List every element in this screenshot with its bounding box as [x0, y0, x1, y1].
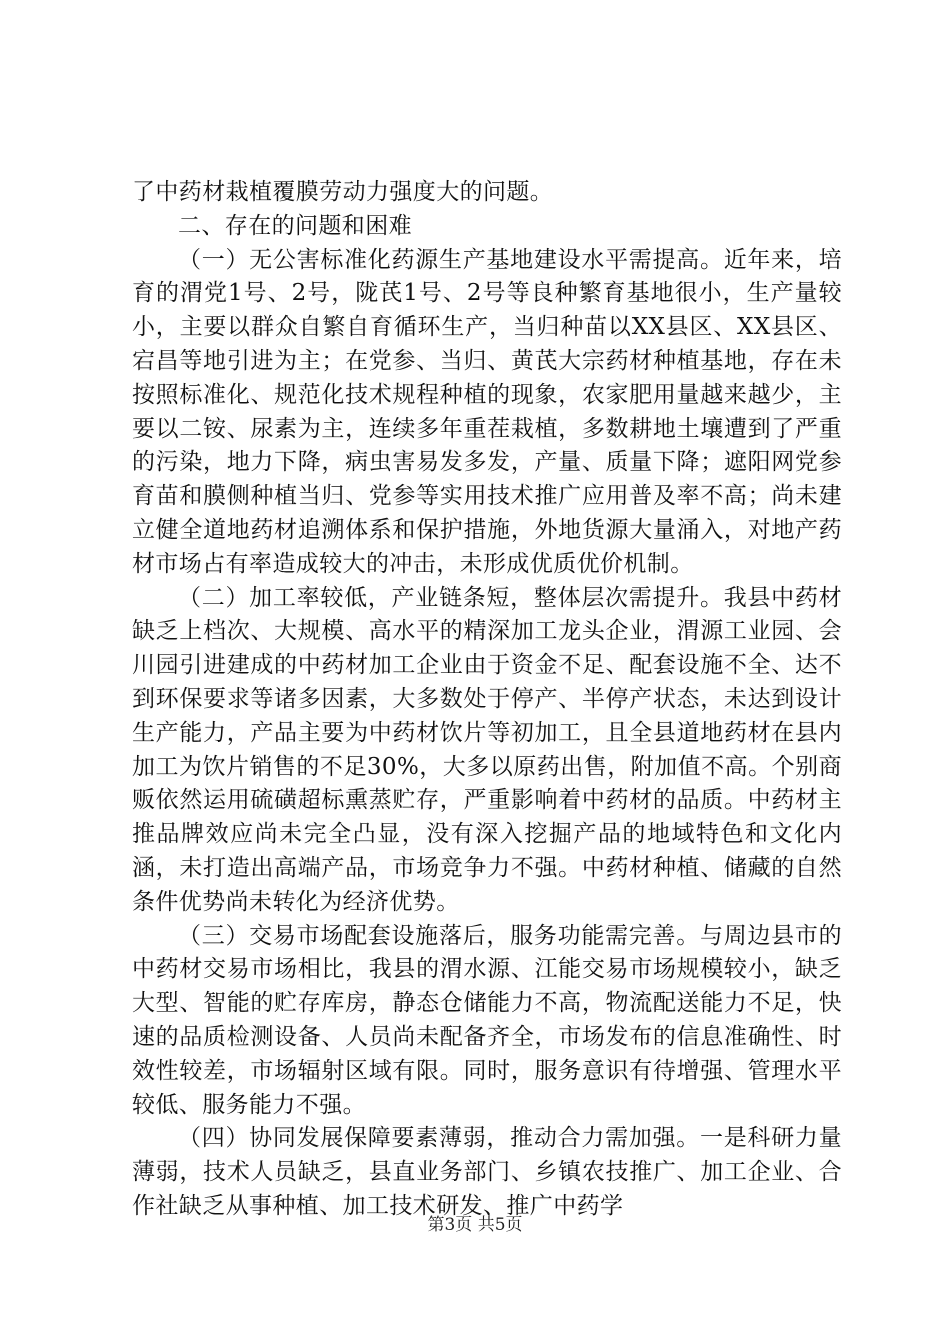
paragraph-issue-2: （二）加工率较低，产业链条短，整体层次需提升。我县中药材缺乏上档次、大规模、高水平的精深加工龙头企业，渭源工业园、会川园引进建成的中药材加工企业由于资金不足、配套设施不全、达不到环保要求等诸多因素，大多数处于停产、半停产状态，未达到设计生产能力，产品主要为中药材饮片等初加工，且全县道地药材在县内加工为饮片销售的不足30%，大多以原药出售，附加值不高。个别商贩依然运用硫磺超标熏蒸贮存，严重影响着中药材的品质。中药材主推品牌效应尚未完全凸显，没有深入挖掘产品的地域特色和文化内涵，未打造出高端产品，市场竞争力不强。中药材种植、储藏的自然条件优势尚未转化为经济优势。: [132, 584, 842, 915]
page-footer: 第3页 共5页: [427, 1215, 523, 1235]
document-body: [132, 176, 842, 1224]
paragraph-continuation: 了中药材栽植覆膜劳动力强度大的问题。: [132, 179, 554, 205]
paragraph-issue-3: （三）交易市场配套设施落后，服务功能需完善。与周边县市的中药材交易市场相比，我县的渭水源、江能交易市场规模较小，缺乏大型、智能的贮存库房，静态仓储能力不高，物流配送能力不足，快速的品质检测设备、人员尚未配备齐全，市场发布的信息准确性、时效性较差，市场辐射区域有限。同时，服务意识有待增强、管理水平较低、服务能力不强。: [132, 922, 842, 1118]
section-heading: 二、存在的问题和困难: [178, 212, 412, 239]
paragraph-issue-4: （四）协同发展保障要素薄弱，推动合力需加强。一是科研力量薄弱，技术人员缺乏，县直业务部门、乡镇农技推广、加工企业、合作社缺乏从事种植、加工技术研发、推广中药学: [132, 1125, 842, 1219]
paragraph-issue-1: （一）无公害标准化药源生产基地建设水平需提高。近年来，培育的渭党1号、2号，陇芪1号、2号等良种繁育基地很小，生产量较小，主要以群众自繁自育循环生产，当归种苗以XX县区、XX县区、宕昌等地引进为主；在党参、当归、黄芪大宗药材种植基地，存在未按照标准化、规范化技术规程种植的现象，农家肥用量越来越少，主要以二铵、尿素为主，连续多年重茬栽植，多数耕地土壤遭到了严重的污染，地力下降，病虫害易发多发，产量、质量下降；遮阳网党参育苗和膜侧种植当归、党参等实用技术推广应用普及率不高；尚未建立健全道地药材追溯体系和保护措施，外地货源大量涌入，对地产药材市场占有率造成较大的冲击，未形成优质优价机制。: [132, 246, 842, 577]
